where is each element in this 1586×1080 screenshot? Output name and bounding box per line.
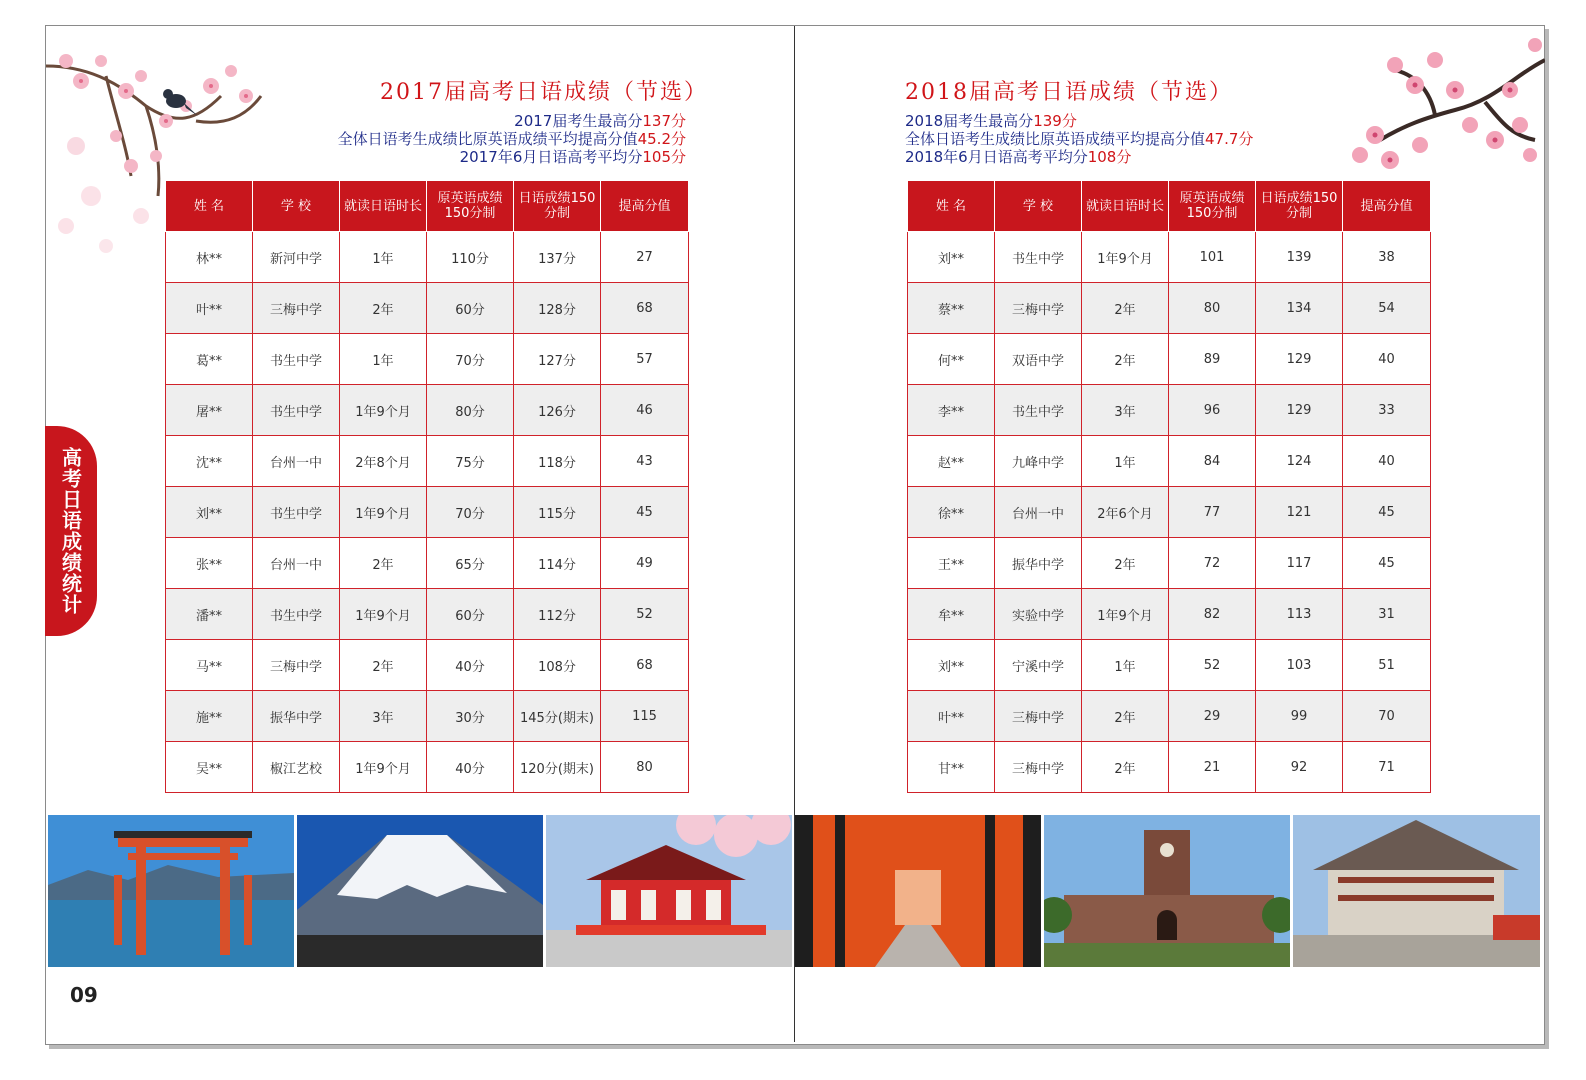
- table-cell: 1年9个月: [1082, 589, 1169, 640]
- page-number: 09: [70, 983, 98, 1007]
- table-cell: 57: [601, 334, 689, 385]
- table-cell: 29: [1169, 691, 1256, 742]
- column-header: 提高分值: [601, 181, 689, 232]
- table-cell: 3年: [1082, 385, 1169, 436]
- table-cell: 1年9个月: [340, 742, 427, 793]
- table-cell: 台州一中: [253, 436, 340, 487]
- column-header: 姓 名: [908, 181, 995, 232]
- table-row: [166, 640, 689, 691]
- table-cell: 80分: [427, 385, 514, 436]
- table-cell: 三梅中学: [253, 283, 340, 334]
- table-cell: 115分: [514, 487, 601, 538]
- table-cell: 128分: [514, 283, 601, 334]
- table-row: [908, 436, 1431, 487]
- table-cell: 52: [601, 589, 689, 640]
- table-cell: 2年: [1082, 334, 1169, 385]
- table-cell: 80: [601, 742, 689, 793]
- table-cell: 92: [1256, 742, 1343, 793]
- table-cell: 40分: [427, 742, 514, 793]
- table-row: [908, 283, 1431, 334]
- temple-hall-photo: [1293, 815, 1540, 967]
- column-header: 就读日语时长: [340, 181, 427, 232]
- table-cell: 127分: [514, 334, 601, 385]
- table-row: [166, 232, 689, 283]
- score-table-2018: [907, 180, 1431, 793]
- table-cell: 110分: [427, 232, 514, 283]
- table-row: [908, 589, 1431, 640]
- right-page-heading: 2018届高考日语成绩（节选）: [905, 80, 1233, 105]
- cherry-blossom-right-icon: [1335, 30, 1545, 180]
- table-cell: 1年9个月: [340, 385, 427, 436]
- table-cell: 施**: [166, 691, 253, 742]
- table-cell: 113: [1256, 589, 1343, 640]
- table-cell: 139: [1256, 232, 1343, 283]
- table-cell: 96: [1169, 385, 1256, 436]
- table-cell: 118分: [514, 436, 601, 487]
- stat-label: 全体日语考生成绩比原英语成绩平均提高分值: [337, 130, 638, 148]
- side-tab-text: 高考日语成绩统计: [58, 447, 83, 615]
- left-page-heading: 2017届高考日语成绩（节选）: [380, 80, 708, 105]
- table-cell: 王**: [908, 538, 995, 589]
- table-cell: 2年: [1082, 742, 1169, 793]
- table-cell: 书生中学: [253, 334, 340, 385]
- table-cell: 振华中学: [253, 691, 340, 742]
- table-cell: 书生中学: [995, 385, 1082, 436]
- table-cell: 徐**: [908, 487, 995, 538]
- table-cell: 2年: [1082, 283, 1169, 334]
- column-header: 原英语成绩150分制: [1169, 181, 1256, 232]
- table-cell: 实验中学: [995, 589, 1082, 640]
- table-cell: 65分: [427, 538, 514, 589]
- table-cell: 145分(期末): [514, 691, 601, 742]
- table-cell: 60分: [427, 283, 514, 334]
- stat-value: 47.7分: [1205, 130, 1254, 148]
- stat-label: 全体日语考生成绩比原英语成绩平均提高分值: [905, 130, 1206, 148]
- table-cell: 101: [1169, 232, 1256, 283]
- left-page-stats: [280, 112, 686, 166]
- table-cell: 何**: [908, 334, 995, 385]
- side-tab-label: [45, 426, 97, 636]
- table-cell: 屠**: [166, 385, 253, 436]
- table-cell: 三梅中学: [995, 691, 1082, 742]
- table-cell: 89: [1169, 334, 1256, 385]
- table-cell: 赵**: [908, 436, 995, 487]
- mount-fuji-photo: [297, 815, 543, 967]
- column-header: 原英语成绩150分制: [427, 181, 514, 232]
- table-cell: 82: [1169, 589, 1256, 640]
- table-cell: 马**: [166, 640, 253, 691]
- table-cell: 林**: [166, 232, 253, 283]
- university-tower-photo: [1044, 815, 1290, 967]
- table-cell: 1年9个月: [340, 589, 427, 640]
- table-cell: 49: [601, 538, 689, 589]
- table-cell: 台州一中: [253, 538, 340, 589]
- table-row: [908, 385, 1431, 436]
- table-cell: 1年9个月: [1082, 232, 1169, 283]
- table-row: [166, 334, 689, 385]
- table-cell: 43: [601, 436, 689, 487]
- column-header: 学 校: [995, 181, 1082, 232]
- table-cell: 1年: [1082, 436, 1169, 487]
- table-row: [166, 436, 689, 487]
- table-row: [166, 283, 689, 334]
- table-header-row: [908, 181, 1431, 232]
- table-cell: 李**: [908, 385, 995, 436]
- table-cell: 70分: [427, 334, 514, 385]
- table-cell: 宁溪中学: [995, 640, 1082, 691]
- table-cell: 1年: [1082, 640, 1169, 691]
- table-cell: 71: [1343, 742, 1431, 793]
- table-cell: 书生中学: [253, 487, 340, 538]
- table-cell: 40: [1343, 334, 1431, 385]
- table-cell: 27: [601, 232, 689, 283]
- table-cell: 40分: [427, 640, 514, 691]
- stat-label: 2017届考生最高分: [514, 112, 643, 130]
- table-cell: 129: [1256, 385, 1343, 436]
- stat-line: [905, 112, 1325, 130]
- table-cell: 68: [601, 283, 689, 334]
- table-cell: 1年: [340, 334, 427, 385]
- table-cell: 60分: [427, 589, 514, 640]
- table-cell: 书生中学: [253, 385, 340, 436]
- table-cell: 叶**: [166, 283, 253, 334]
- table-cell: 牟**: [908, 589, 995, 640]
- table-cell: 吴**: [166, 742, 253, 793]
- stat-value: 45.2分: [637, 130, 686, 148]
- table-cell: 2年6个月: [1082, 487, 1169, 538]
- table-cell: 117: [1256, 538, 1343, 589]
- table-cell: 115: [601, 691, 689, 742]
- table-cell: 108分: [514, 640, 601, 691]
- stat-line: [280, 130, 686, 148]
- table-cell: 33: [1343, 385, 1431, 436]
- column-header: 就读日语时长: [1082, 181, 1169, 232]
- table-cell: 刘**: [166, 487, 253, 538]
- table-cell: 沈**: [166, 436, 253, 487]
- table-row: [908, 487, 1431, 538]
- table-cell: 38: [1343, 232, 1431, 283]
- table-cell: 103: [1256, 640, 1343, 691]
- stat-value: 137分: [642, 112, 686, 130]
- table-row: [166, 538, 689, 589]
- table-cell: 134: [1256, 283, 1343, 334]
- table-row: [166, 385, 689, 436]
- table-row: [908, 232, 1431, 283]
- table-cell: 30分: [427, 691, 514, 742]
- stat-label: 2018年6月日语高考平均分: [905, 148, 1088, 166]
- table-cell: 54: [1343, 283, 1431, 334]
- table-cell: 75分: [427, 436, 514, 487]
- torii-tunnel-photo: [795, 815, 1041, 967]
- table-cell: 书生中学: [995, 232, 1082, 283]
- table-row: [908, 640, 1431, 691]
- table-cell: 77: [1169, 487, 1256, 538]
- table-cell: 甘**: [908, 742, 995, 793]
- right-page-stats: [905, 112, 1325, 166]
- table-cell: 3年: [340, 691, 427, 742]
- stat-line: [280, 112, 686, 130]
- table-cell: 45: [601, 487, 689, 538]
- table-cell: 70: [1343, 691, 1431, 742]
- table-cell: 张**: [166, 538, 253, 589]
- table-header-row: [166, 181, 689, 232]
- table-cell: 2年8个月: [340, 436, 427, 487]
- table-row: [166, 589, 689, 640]
- table-row: [908, 538, 1431, 589]
- table-cell: 45: [1343, 487, 1431, 538]
- table-cell: 51: [1343, 640, 1431, 691]
- score-table-2017: [165, 180, 689, 793]
- stat-line: [280, 148, 686, 166]
- table-cell: 120分(期末): [514, 742, 601, 793]
- table-cell: 2年: [1082, 691, 1169, 742]
- table-cell: 124: [1256, 436, 1343, 487]
- torii-gate-photo: [48, 815, 294, 967]
- table-cell: 68: [601, 640, 689, 691]
- table-cell: 2年: [340, 283, 427, 334]
- table-cell: 114分: [514, 538, 601, 589]
- table-cell: 137分: [514, 232, 601, 283]
- column-header: 日语成绩150分制: [514, 181, 601, 232]
- table-cell: 刘**: [908, 232, 995, 283]
- table-cell: 45: [1343, 538, 1431, 589]
- table-cell: 叶**: [908, 691, 995, 742]
- table-cell: 2年: [1082, 538, 1169, 589]
- table-cell: 1年9个月: [340, 487, 427, 538]
- table-row: [166, 691, 689, 742]
- photo-strip: [48, 815, 1540, 967]
- table-row: [166, 487, 689, 538]
- table-cell: 31: [1343, 589, 1431, 640]
- stat-label: 2018届考生最高分: [905, 112, 1034, 130]
- table-cell: 99: [1256, 691, 1343, 742]
- column-header: 学 校: [253, 181, 340, 232]
- table-cell: 潘**: [166, 589, 253, 640]
- stat-line: [905, 130, 1325, 148]
- table-cell: 1年: [340, 232, 427, 283]
- table-cell: 21: [1169, 742, 1256, 793]
- stat-line: [905, 148, 1325, 166]
- table-cell: 70分: [427, 487, 514, 538]
- table-cell: 葛**: [166, 334, 253, 385]
- table-cell: 121: [1256, 487, 1343, 538]
- table-cell: 书生中学: [253, 589, 340, 640]
- table-row: [908, 691, 1431, 742]
- column-header: 提高分值: [1343, 181, 1431, 232]
- column-header: 日语成绩150分制: [1256, 181, 1343, 232]
- table-row: [908, 742, 1431, 793]
- table-cell: 80: [1169, 283, 1256, 334]
- table-cell: 三梅中学: [995, 742, 1082, 793]
- stat-label: 2017年6月日语高考平均分: [459, 148, 643, 166]
- table-cell: 双语中学: [995, 334, 1082, 385]
- table-cell: 84: [1169, 436, 1256, 487]
- table-cell: 九峰中学: [995, 436, 1082, 487]
- table-cell: 40: [1343, 436, 1431, 487]
- table-cell: 刘**: [908, 640, 995, 691]
- table-cell: 52: [1169, 640, 1256, 691]
- stat-value: 139分: [1033, 112, 1077, 130]
- table-cell: 三梅中学: [995, 283, 1082, 334]
- table-cell: 台州一中: [995, 487, 1082, 538]
- stat-value: 105分: [642, 148, 686, 166]
- red-shrine-photo: [546, 815, 792, 967]
- table-cell: 三梅中学: [253, 640, 340, 691]
- stat-value: 108分: [1087, 148, 1132, 166]
- table-cell: 2年: [340, 640, 427, 691]
- table-cell: 72: [1169, 538, 1256, 589]
- table-cell: 112分: [514, 589, 601, 640]
- table-cell: 蔡**: [908, 283, 995, 334]
- column-header: 姓 名: [166, 181, 253, 232]
- table-cell: 129: [1256, 334, 1343, 385]
- table-cell: 46: [601, 385, 689, 436]
- table-cell: 新河中学: [253, 232, 340, 283]
- table-row: [908, 334, 1431, 385]
- table-row: [166, 742, 689, 793]
- table-cell: 椒江艺校: [253, 742, 340, 793]
- table-cell: 2年: [340, 538, 427, 589]
- table-cell: 振华中学: [995, 538, 1082, 589]
- table-cell: 126分: [514, 385, 601, 436]
